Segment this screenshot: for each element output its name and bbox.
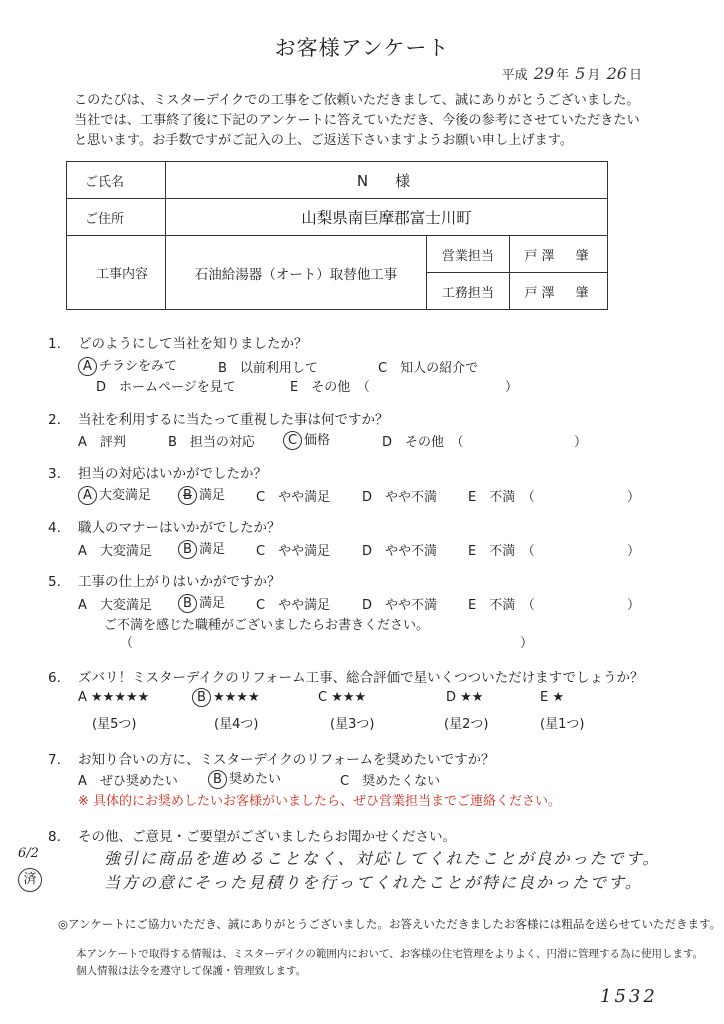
- work-label: 工事内容: [67, 236, 166, 310]
- q5-note: ご不満を感じた職種がございましたらお書きください。: [104, 618, 430, 633]
- survey-date: [502, 64, 642, 83]
- date-day: 26: [606, 64, 627, 83]
- q5-open-paren: （: [120, 636, 134, 651]
- q1-option-e: E その他 （: [290, 380, 370, 395]
- name-label: ご氏名: [67, 162, 166, 199]
- margin-date-note: 6/2: [18, 846, 39, 861]
- q6-sub-b: (星4つ): [214, 717, 259, 732]
- q5-option-e: E 不満 （: [468, 598, 535, 613]
- handwritten-comment-line-1: 強引に商品を進めることなく、対応してくれたことが良かったです。: [104, 849, 661, 868]
- option-label: 満足: [199, 488, 226, 503]
- option-label: 満足: [199, 596, 226, 611]
- q3-option-b: [178, 484, 225, 505]
- q7-option-c: C 奨めたくない: [340, 774, 441, 789]
- q1-option-d: D ホームページを見て: [96, 380, 236, 395]
- q4-option-b: [178, 538, 225, 559]
- sales-label: 営業担当: [426, 236, 509, 273]
- q4-option-c: C やや満足: [256, 544, 331, 559]
- construction-label: 工務担当: [426, 273, 509, 310]
- serial-number: 1532: [600, 986, 658, 1007]
- question-4: [48, 516, 281, 536]
- q5-option-d: D やや不満: [362, 598, 438, 613]
- q5-option-b: [178, 592, 225, 613]
- q3-option-a: [78, 484, 151, 505]
- q5-option-c: C やや満足: [256, 598, 331, 613]
- q7-red-note: ※ 具体的にお奨めしたいお客様がいましたら、ぜひ営業担当までご連絡ください。: [78, 794, 562, 809]
- question-text: 工事の仕上がりはいかがですか？: [78, 574, 281, 590]
- date-era: 平成: [501, 68, 528, 83]
- address-value: 山梨県南巨摩郡富士川町: [166, 199, 608, 236]
- question-number: 6.: [48, 670, 61, 686]
- q6-sub-c: (星3つ): [330, 717, 375, 732]
- q6-option-d: D ★★: [446, 690, 484, 705]
- question-5: [48, 570, 281, 590]
- selected-circle: A: [78, 357, 97, 376]
- question-number: 7.: [48, 752, 61, 768]
- question-1: [48, 332, 308, 352]
- question-text: どのようにして当社を知りましたか？: [78, 336, 308, 352]
- q6-option-a: A ★★★★★: [78, 690, 150, 705]
- construction-value: 戸澤 肇: [509, 273, 607, 310]
- question-text: 当社を利用するに当たって重視した事は何ですか？: [78, 412, 389, 428]
- work-value: 石油給湯器（オート）取替他工事: [166, 236, 427, 310]
- option-label: 奨めたい: [229, 772, 282, 787]
- crossed-out-circle: B: [178, 486, 197, 505]
- question-number: 3.: [48, 466, 61, 482]
- selected-circle: B: [192, 688, 211, 707]
- question-8: [48, 825, 456, 845]
- intro-text: [74, 91, 686, 151]
- question-6: [48, 666, 644, 686]
- q6-option-c: C ★★★: [318, 690, 367, 705]
- q2-option-a: A 評判: [78, 435, 126, 450]
- question-text: その他、ご意見・ご要望がございましたらお聞かせください。: [78, 829, 456, 845]
- option-label: チラシをみて: [99, 359, 178, 374]
- q4-close-paren: ）: [627, 544, 641, 559]
- date-year-unit: 年: [556, 68, 570, 83]
- q5-close-paren: ）: [627, 598, 641, 613]
- date-day-unit: 日: [628, 68, 642, 83]
- q5-option-a: A 大変満足: [78, 598, 152, 613]
- selected-circle: C: [283, 431, 302, 450]
- handwritten-comment-line-2: 当方の意にそった見積りを行ってくれたことが特に良かったです。: [104, 873, 643, 892]
- q3-option-c: C やや満足: [256, 490, 331, 505]
- q5-close-paren-2: ）: [520, 636, 534, 651]
- intro-line: と思います。お手数ですがご記入の上、ご返送下さいますようお願い申し上げます。: [74, 133, 574, 148]
- question-text: ズバリ！ミスターデイクのリフォーム工事、総合評価で星いくつついただけますでしょうか？: [78, 670, 644, 686]
- footer-privacy-1: 本アンケートで取得する情報は、ミスターデイクの範囲内において、お客様の住宅管理をよりよく、円滑に管理する為に使用します。: [76, 948, 704, 960]
- question-text: お知り合いの方に、ミスターデイクのリフォームを奨めたいですか？: [78, 752, 495, 768]
- question-3: [48, 462, 267, 482]
- question-text: 担当の対応はいかがでしたか？: [78, 466, 267, 482]
- q3-option-e: E 不満 （: [468, 490, 535, 505]
- customer-info-table: [66, 161, 608, 310]
- selected-circle: B: [178, 540, 197, 559]
- question-number: 1.: [48, 336, 61, 352]
- q4-option-d: D やや不満: [362, 544, 438, 559]
- q2-option-c: [283, 429, 330, 450]
- address-label: ご住所: [67, 199, 166, 236]
- selected-circle: B: [178, 594, 197, 613]
- q2-close-paren: ）: [574, 435, 588, 450]
- date-month: 5: [575, 64, 586, 83]
- margin-stamp-mark: 済: [18, 868, 42, 892]
- question-number: 4.: [48, 520, 61, 536]
- question-text: 職人のマナーはいかがでしたか？: [78, 520, 281, 536]
- option-label: 価格: [304, 433, 331, 448]
- date-month-unit: 月: [587, 68, 601, 83]
- footer-privacy-2: 個人情報は法令を遵守して保護・管理致します。: [76, 965, 307, 977]
- question-number: 2.: [48, 412, 61, 428]
- option-label: 満足: [199, 542, 226, 557]
- date-year: 29: [533, 64, 555, 83]
- question-number: 5.: [48, 574, 61, 590]
- q6-option-b: [192, 688, 260, 707]
- q4-option-e: E 不満 （: [468, 544, 535, 559]
- name-value: N 様: [166, 162, 608, 199]
- option-label: 大変満足: [99, 488, 152, 503]
- question-7: [48, 748, 495, 768]
- q7-option-a: A ぜひ奨めたい: [78, 774, 178, 789]
- q1-option-c: C 知人の紹介で: [378, 361, 479, 376]
- intro-line: このたびは、ミスターデイクでの工事をご依頼いただきまして、誠にありがとうございました。: [74, 93, 640, 108]
- sales-value: 戸澤 肇: [509, 236, 607, 273]
- q6-sub-e: (星1つ): [540, 717, 585, 732]
- q7-option-b: [208, 768, 281, 789]
- q2-option-b: B 担当の対応: [168, 435, 255, 450]
- intro-line: 当社では、工事終了後に下記のアンケートに答えていただき、今後の参考にさせていただきたい: [74, 113, 640, 128]
- q3-close-paren: ）: [627, 490, 641, 505]
- q4-option-a: A 大変満足: [78, 544, 152, 559]
- page-title: お客様アンケート: [274, 36, 450, 60]
- q1-option-a: [78, 355, 177, 376]
- footer-thanks: ◎アンケートにご協力いただき、誠にありがとうございました。お答えいただきましたお客様には粗品を送らせていただきます。: [58, 917, 722, 931]
- selected-circle: A: [78, 486, 97, 505]
- q1-close-paren: ）: [505, 380, 519, 395]
- q1-option-b: B 以前利用して: [218, 361, 318, 376]
- q6-sub-a: (星5つ): [92, 717, 137, 732]
- q3-option-d: D やや不満: [362, 490, 438, 505]
- q6-option-e: E ★: [540, 690, 565, 705]
- q6-sub-d: (星2つ): [444, 717, 489, 732]
- question-2: [48, 408, 389, 428]
- question-number: 8.: [48, 829, 61, 845]
- selected-circle: B: [208, 770, 227, 789]
- q2-option-d: D その他 （: [382, 435, 464, 450]
- option-label: ★★★★: [213, 690, 260, 705]
